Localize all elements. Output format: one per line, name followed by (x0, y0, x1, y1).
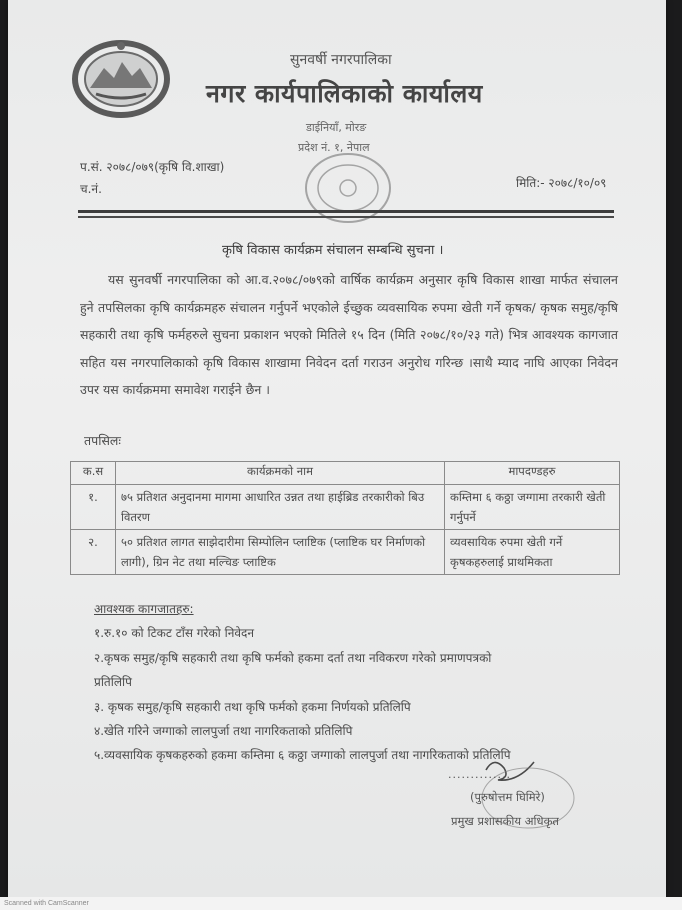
reference-number: प.सं. २०७८/०७९(कृषि वि.शाखा) (80, 160, 225, 174)
notice-subject: कृषि विकास कार्यक्रम संचालन सम्बन्धि सुचना । (222, 243, 444, 258)
signature-line: .............. (448, 768, 511, 781)
office-title: नगर कार्यपालिकाको कार्यालय (206, 79, 483, 108)
requirement-item: ३. कृषक समुह/कृषि सहकारी तथा कृषि फर्मको हकमा निर्णयको प्रतिलिपि (94, 700, 411, 714)
notice-body: यस सुनवर्षी नगरपालिका को आ.व.२०७८/०७९को वार्षिक कार्यक्रम अनुसार कृषि विकास शाखा मार्फत संचालन हुने तपसिलका कृषि कार्यक्रमहरु संचालन गर्नुपर्ने भएकोले ईच्छुक व्यवसायिक रुपमा खेती गर्ने कृषक/ कृषक समुह/कृषि सहकारी तथा कृषि फर्महरुले सुचना प्रकाशन भएको मितिले १५ दिन (मिति २०७८/१०/२३ गते) भित्र आवश्यक कागजात सहित यस नगरपालिकाको कृषि विकास शाखामा निवेदन दर्ता गराउन अनुरोध गरिन्छ ।साथै म्याद नाघि आएका निवेदन उपर यस कार्यक्रममा समावेश गराईने छैन । (80, 272, 618, 397)
cell-sn: १. (71, 485, 116, 530)
requirements-title: आवश्यक कागजातहरु: (94, 602, 194, 616)
scanner-watermark: Scanned with CamScanner (0, 897, 682, 910)
office-stamp-icon (300, 148, 396, 230)
table-header-row (71, 462, 620, 485)
address-line-2: प्रदेश नं. १, नेपाल (298, 141, 370, 154)
col-header-program: कार्यक्रमको नाम (116, 462, 445, 485)
program-table (70, 461, 620, 575)
col-header-criteria: मापदण्डहरु (445, 462, 620, 485)
cell-criteria: व्यवसायिक रुपमा खेती गर्ने कृषकहरुलाई प्राथमिकता (445, 530, 620, 575)
signatory-title: प्रमुख प्रशासकीय अधिकृत (451, 814, 559, 828)
cell-program: ७५ प्रतिशत अनुदानमा मागमा आधारित उन्नत तथा हाईब्रिड तरकारीको बिउ वितरण (116, 485, 445, 530)
municipality-name: सुनवर्षी नगरपालिका (290, 52, 392, 68)
cell-sn: २. (71, 530, 116, 575)
requirement-item: २.कृषक समुह/कृषि सहकारी तथा कृषि फर्मको हकमा दर्ता तथा नविकरण गरेको प्रमाणपत्रको (94, 651, 492, 665)
annex-label: तपसिलः (84, 433, 121, 448)
notice-paper (8, 0, 666, 898)
requirement-item: प्रतिलिपि (94, 675, 132, 689)
requirement-item: ४.खेति गरिने जग्गाको लालपुर्जा तथा नागरिकताको प्रतिलिपि (94, 724, 353, 738)
col-header-sn: क.स (71, 462, 116, 485)
table-row (71, 530, 620, 575)
header-rule-thin (78, 216, 614, 218)
address-line-1: डाईनियाँ, मोरङ (306, 121, 367, 134)
signatory-name: (पुरुषोत्तम घिमिरे) (470, 790, 545, 804)
notice-date: मिति:- २०७८/१०/०९ (516, 176, 607, 190)
dispatch-number: च.नं. (80, 182, 102, 196)
nepal-emblem-icon (70, 38, 172, 120)
cell-program: ५० प्रतिशत लागत साझेदारीमा सिम्पोलिन प्लाष्टिक (प्लाष्टिक घर निर्माणको लागी), ग्रिन नेट तथा मल्चिङ प्लाष्टिक (116, 530, 445, 575)
table-row (71, 485, 620, 530)
requirement-item: १.रु.१० को टिकट टाँस गरेको निवेदन (94, 626, 255, 640)
header-rule (78, 210, 614, 213)
cell-criteria: कम्तिमा ६ कठ्ठा जग्गामा तरकारी खेती गर्नुपर्ने (445, 485, 620, 530)
requirement-item: ५.व्यवसायिक कृषकहरुको हकमा कम्तिमा ६ कठ्ठा जग्गाको लालपुर्जा तथा नागरिकताको प्रतिलिपि (94, 748, 511, 762)
